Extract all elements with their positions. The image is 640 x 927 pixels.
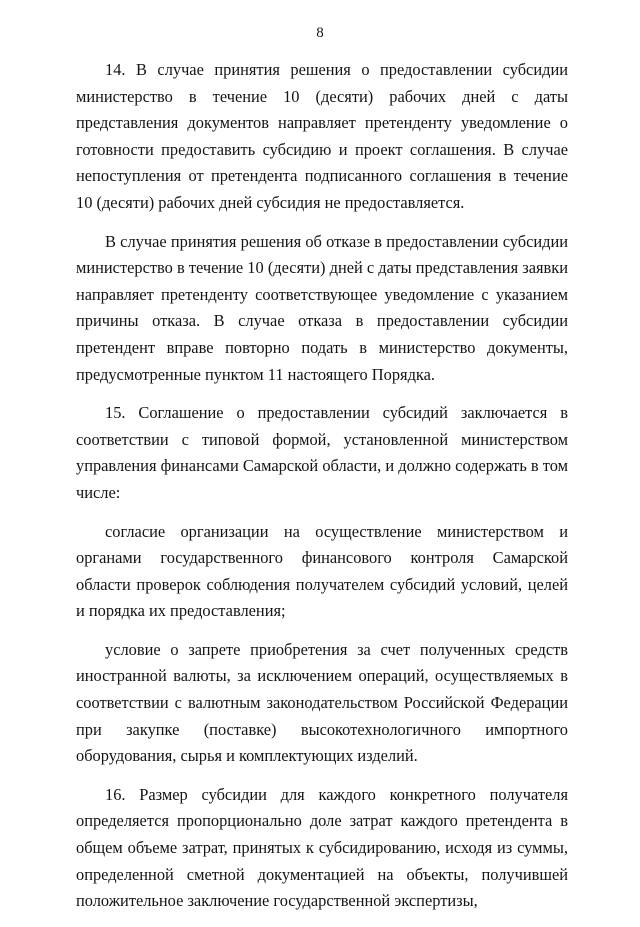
paragraph-16: 16. Размер субсидии для каждого конкретного получателя определяется пропорционально доле затрат каждого претендента в общем объеме затрат, принятых к субсидированию, исходя из суммы, определенной сметной документацией на объекты, получившей положительное заключение государственной экспертизы, [76,784,568,911]
document-body [76,57,568,927]
page-number: 8 [316,25,324,41]
paragraph-14: 14. В случае принятия решения о предоставлении субсидии министерство в течение 10 (десяти) рабочих дней с даты представления документов направляет претенденту уведомление о готовности предоставить субсидию и проект соглашения. В случае непоступления от претендента подписанного соглашения в течение 10 (десяти) рабочих дней субсидия не предоставляется. [76,60,568,212]
paragraph-14-refusal: В случае принятия решения об отказе в предоставлении субсидии министерство в течение 10 (десяти) дней с даты представления заявки направляет претенденту соответствующее уведомление с указанием причины отказа. В случае отказа в предоставлении субсидии претендент вправе повторно подать в министерство документы, предусмотренные пунктом 11 настоящего Порядка. [76,231,568,384]
paragraph-15: 15. Соглашение о предоставлении субсидий заключается в соответствии с типовой формой, установленной министерством управления финансами Самарской области, и должно содержать в том числе: [76,403,568,502]
paragraph-15-consent: согласие организации на осуществление министерством и органами государственного финансового контроля Самарской области проверок соблюдения получателем субсидий условий, целей и порядка их предоставления; [76,521,568,621]
paragraph-15-currency-ban: условие о запрете приобретения за счет полученных средств иностранной валюты, за исключением операций, осуществляемых в соответствии с валютным законодательством Российской Федерации при закупке (поставке) высокотехнологичного импортного оборудования, сырья и комплектующих изделий. [76,639,568,766]
